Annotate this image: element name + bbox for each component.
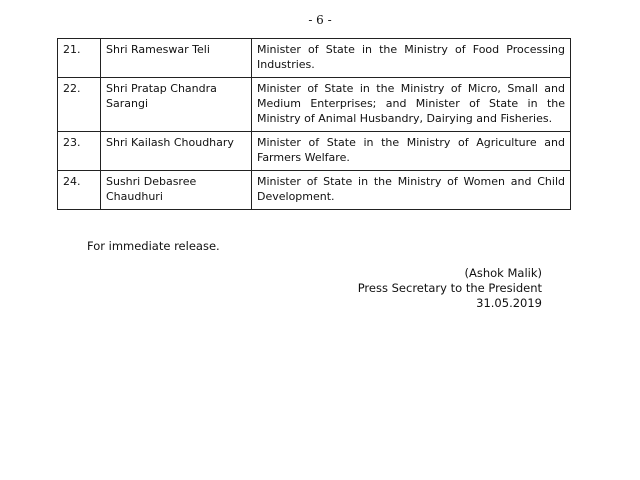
serial-number: 24. [58,171,101,210]
ministers-table [57,38,571,210]
release-date: 31.05.2019 [476,296,542,310]
minister-name: Shri Pratap Chandra Sarangi [101,78,252,132]
page-number: - 6 - [308,13,332,27]
signature-block [358,266,542,311]
portfolio: Minister of State in the Ministry of Micro, Small and Medium Enterprises; and Minister of State in the Ministry of Animal Husbandry, Dairying and Fisheries. [252,78,571,132]
serial-number: 21. [58,39,101,78]
portfolio: Minister of State in the Ministry of Food Processing Industries. [252,39,571,78]
release-note: For immediate release. [87,239,220,253]
signatory-name: (Ashok Malik) [464,266,542,280]
minister-name: Sushri Debasree Chaudhuri [101,171,252,210]
signatory-title: Press Secretary to the President [357,281,542,295]
table-row [58,132,571,171]
minister-name: Shri Rameswar Teli [101,39,252,78]
serial-number: 22. [58,78,101,132]
minister-name: Shri Kailash Choudhary [101,132,252,171]
table-row [58,78,571,132]
portfolio: Minister of State in the Ministry of Agriculture and Farmers Welfare. [252,132,571,171]
serial-number: 23. [58,132,101,171]
table-row [58,39,571,78]
portfolio: Minister of State in the Ministry of Women and Child Development. [252,171,571,210]
table-row [58,171,571,210]
